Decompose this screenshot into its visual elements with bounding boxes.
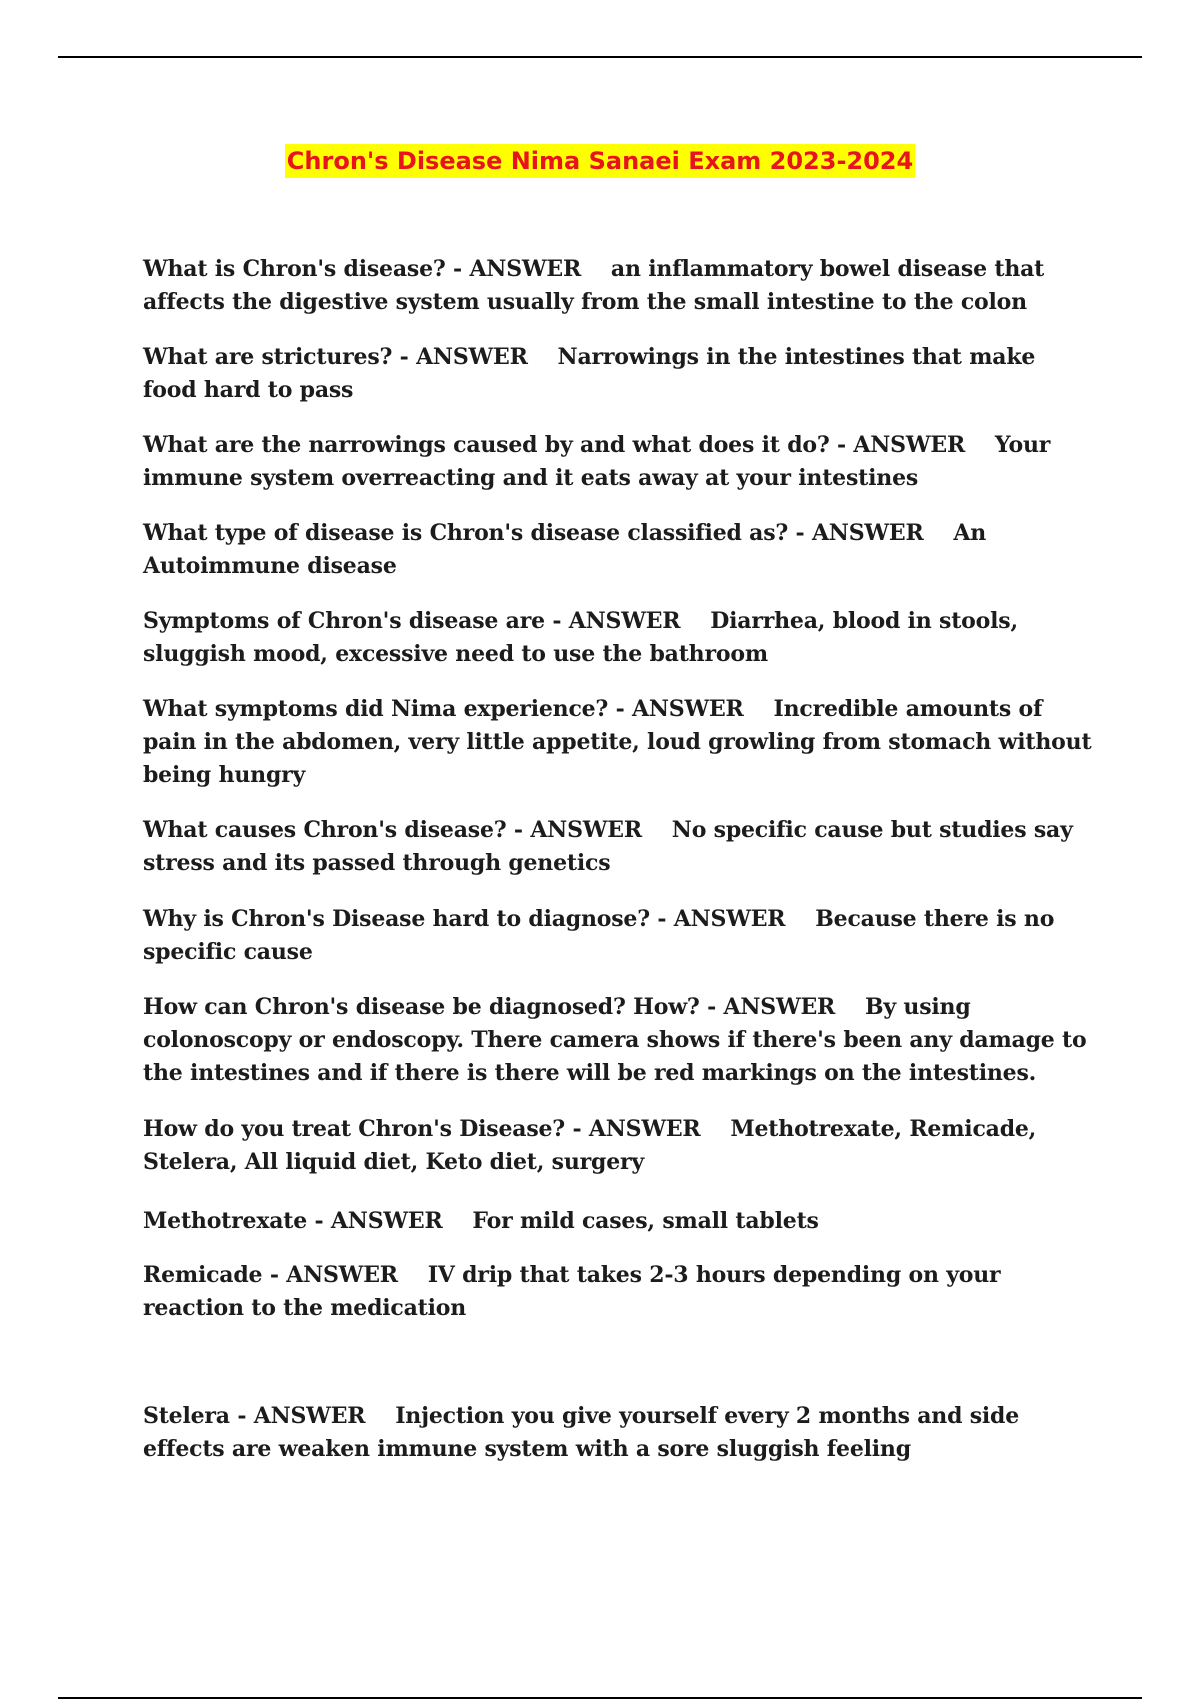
answer-marker: ANSWER xyxy=(853,432,966,458)
qa-item: What are the narrowings caused by and what does it do? - ANSWER Your immune system overreacting and it eats away at your intestines xyxy=(143,432,1051,491)
question-text: Remicade xyxy=(143,1262,263,1288)
answer-text: Injection you give yourself every 2 months and side effects are weaken immune system with a sore sluggish feeling xyxy=(143,1403,1020,1462)
answer-text: IV drip that takes 2-3 hours depending on your reaction to the medication xyxy=(143,1262,1001,1321)
answer-marker: ANSWER xyxy=(253,1403,366,1429)
answer-marker: ANSWER xyxy=(673,906,786,932)
answer-text: Diarrhea, blood in stools, sluggish mood, excessive need to use the bathroom xyxy=(143,608,1018,667)
question-text: Stelera xyxy=(143,1403,230,1429)
qa-item: How do you treat Chron's Disease? - ANSWER Methotrexate, Remicade, Stelera, All liquid diet, Keto diet, surgery xyxy=(143,1116,1037,1175)
answer-marker: ANSWER xyxy=(530,817,642,843)
answer-text: By using colonoscopy or endoscopy. There camera shows if there's been any damage to the intestines and if there is there will be red markings on the intestines. xyxy=(143,994,1087,1086)
qa-item: Methotrexate - ANSWER For mild cases, small tablets xyxy=(143,1208,819,1234)
qa-item: What causes Chron's disease? - ANSWER No specific cause but studies say stress and its passed through genetics xyxy=(143,817,1073,876)
qa-item: What symptoms did Nima experience? - ANSWER Incredible amounts of pain in the abdomen, very little appetite, loud growling from stomach without being hungry xyxy=(143,696,1092,788)
answer-marker: ANSWER xyxy=(632,696,744,722)
answer-text: No specific cause but studies say stress and its passed through genetics xyxy=(143,817,1073,876)
qa-item: How can Chron's disease be diagnosed? How? - ANSWER By using colonoscopy or endoscopy. There camera shows if there's been any damage to the intestines and if there is there will be red markings on the intestines. xyxy=(143,994,1087,1086)
answer-text: Methotrexate, Remicade, Stelera, All liquid diet, Keto diet, surgery xyxy=(143,1116,1037,1175)
question-text: What are strictures? xyxy=(143,344,393,370)
answer-text: Your immune system overreacting and it eats away at your intestines xyxy=(143,432,1051,491)
question-text: How can Chron's disease be diagnosed? How? xyxy=(143,994,700,1020)
qa-item: Stelera - ANSWER Injection you give yourself every 2 months and side effects are weaken immune system with a sore sluggish feeling xyxy=(143,1403,1020,1462)
answer-marker: ANSWER xyxy=(469,256,582,282)
question-text: What causes Chron's disease? xyxy=(143,817,507,843)
answer-text: an inflammatory bowel disease that affects the digestive system usually from the small intestine to the colon xyxy=(143,256,1045,315)
qa-item: What are strictures? - ANSWER Narrowings in the intestines that make food hard to pass xyxy=(143,344,1036,403)
answer-marker: ANSWER xyxy=(330,1208,443,1234)
answer-marker: ANSWER xyxy=(568,608,681,634)
question-text: What type of disease is Chron's disease classified as? xyxy=(143,520,789,546)
answer-marker: ANSWER xyxy=(588,1116,701,1142)
title-container xyxy=(0,144,1200,178)
answer-marker: ANSWER xyxy=(286,1262,398,1288)
qa-item: What is Chron's disease? - ANSWER an inflammatory bowel disease that affects the digestive system usually from the small intestine to the colon xyxy=(143,256,1045,315)
question-text: Methotrexate xyxy=(143,1208,308,1234)
answer-text: An Autoimmune disease xyxy=(143,520,987,579)
answer-marker: ANSWER xyxy=(811,520,924,546)
question-text: What is Chron's disease? xyxy=(143,256,446,282)
qa-item: Why is Chron's Disease hard to diagnose? - ANSWER Because there is no specific cause xyxy=(143,906,1055,965)
top-rule xyxy=(58,56,1142,58)
answer-text: For mild cases, small tablets xyxy=(472,1208,819,1234)
document-title: Chron's Disease Nima Sanaei Exam 2023-2024 xyxy=(285,144,915,178)
question-text: Why is Chron's Disease hard to diagnose? xyxy=(143,906,650,932)
question-text: What are the narrowings caused by and what does it do? xyxy=(143,432,830,458)
question-text: What symptoms did Nima experience? xyxy=(143,696,609,722)
bottom-rule xyxy=(58,1697,1142,1699)
qa-item: What type of disease is Chron's disease classified as? - ANSWER An Autoimmune disease xyxy=(143,520,987,579)
question-text: How do you treat Chron's Disease? xyxy=(143,1116,566,1142)
answer-text: Incredible amounts of pain in the abdomen, very little appetite, loud growling from stomach without being hungry xyxy=(143,696,1092,788)
answer-marker: ANSWER xyxy=(416,344,528,370)
question-text: Symptoms of Chron's disease are xyxy=(143,608,545,634)
qa-item: Symptoms of Chron's disease are - ANSWER Diarrhea, blood in stools, sluggish mood, excessive need to use the bathroom xyxy=(143,608,1018,667)
answer-text: Narrowings in the intestines that make food hard to pass xyxy=(143,344,1036,403)
answer-marker: ANSWER xyxy=(723,994,836,1020)
qa-item: Remicade - ANSWER IV drip that takes 2-3 hours depending on your reaction to the medication xyxy=(143,1262,1001,1321)
answer-text: Because there is no specific cause xyxy=(143,906,1055,965)
